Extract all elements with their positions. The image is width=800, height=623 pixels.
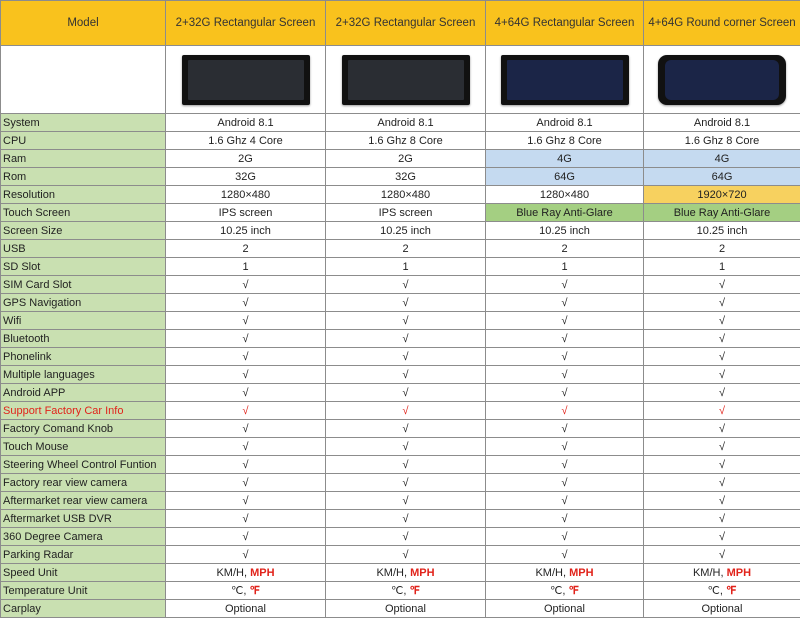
header-col-3: 4+64G Rectangular Screen xyxy=(486,1,644,46)
check-icon: √ xyxy=(486,312,644,330)
check-icon: √ xyxy=(166,330,326,348)
check-icon: √ xyxy=(326,510,486,528)
row-label: Rom xyxy=(1,168,166,186)
spec-row-gps xyxy=(1,294,800,312)
check-icon: √ xyxy=(326,330,486,348)
unit-emphasis: ℉ xyxy=(568,585,579,597)
spec-row-bluetooth xyxy=(1,330,800,348)
spec-row-touch-screen xyxy=(1,204,800,222)
value-cell: 10.25 inch xyxy=(644,222,800,240)
spec-row-usb-dvr xyxy=(1,510,800,528)
spec-row-system xyxy=(1,114,800,132)
spec-row-resolution xyxy=(1,186,800,204)
spec-row-sd-slot xyxy=(1,258,800,276)
check-icon: √ xyxy=(326,438,486,456)
spec-row-comand-knob xyxy=(1,420,800,438)
check-icon: √ xyxy=(326,420,486,438)
value-cell: Android 8.1 xyxy=(644,114,800,132)
unit-primary: ℃, xyxy=(391,585,410,597)
value-cell: 1.6 Ghz 8 Core xyxy=(644,132,800,150)
row-label: Parking Radar xyxy=(1,546,166,564)
check-icon: √ xyxy=(486,420,644,438)
value-cell: 2 xyxy=(326,240,486,258)
product-image-2 xyxy=(326,46,486,114)
spec-row-rom xyxy=(1,168,800,186)
value-cell: 2G xyxy=(326,150,486,168)
check-icon: √ xyxy=(166,492,326,510)
check-icon: √ xyxy=(486,330,644,348)
spec-row-android-app xyxy=(1,384,800,402)
unit-cell xyxy=(166,582,326,600)
row-label: GPS Navigation xyxy=(1,294,166,312)
unit-emphasis: ℉ xyxy=(249,585,260,597)
check-icon: √ xyxy=(644,474,800,492)
value-cell: Blue Ray Anti-Glare xyxy=(486,204,644,222)
unit-cell xyxy=(486,582,644,600)
spec-row-touch-mouse xyxy=(1,438,800,456)
check-icon: √ xyxy=(166,474,326,492)
value-cell: 1280×480 xyxy=(326,186,486,204)
spec-row-steering xyxy=(1,456,800,474)
value-cell: Optional xyxy=(644,600,800,618)
check-icon: √ xyxy=(166,402,326,420)
check-icon: √ xyxy=(486,492,644,510)
value-cell: 2G xyxy=(166,150,326,168)
unit-cell xyxy=(326,582,486,600)
check-icon: √ xyxy=(326,276,486,294)
value-cell: 2 xyxy=(644,240,800,258)
value-cell: 64G xyxy=(486,168,644,186)
check-icon: √ xyxy=(486,528,644,546)
value-cell: 1 xyxy=(486,258,644,276)
check-icon: √ xyxy=(644,420,800,438)
unit-emphasis: ℉ xyxy=(726,585,737,597)
value-cell: 10.25 inch xyxy=(166,222,326,240)
spec-row-factory-car-info xyxy=(1,402,800,420)
check-icon: √ xyxy=(166,348,326,366)
unit-cell xyxy=(644,564,800,582)
value-cell: 1.6 Ghz 4 Core xyxy=(166,132,326,150)
check-icon: √ xyxy=(326,456,486,474)
header-model: Model xyxy=(1,1,166,46)
check-icon: √ xyxy=(166,438,326,456)
row-label: Screen Size xyxy=(1,222,166,240)
product-image-4 xyxy=(644,46,800,114)
value-cell: 1280×480 xyxy=(486,186,644,204)
image-row-label xyxy=(1,46,166,114)
value-cell: 1 xyxy=(326,258,486,276)
unit-emphasis: MPH xyxy=(410,566,435,579)
row-label: Speed Unit xyxy=(1,564,166,582)
unit-cell xyxy=(644,582,800,600)
unit-primary: KM/H, xyxy=(692,566,727,579)
check-icon: √ xyxy=(486,402,644,420)
check-icon: √ xyxy=(486,456,644,474)
check-icon: √ xyxy=(166,366,326,384)
check-icon: √ xyxy=(644,276,800,294)
unit-primary: ℃, xyxy=(707,585,726,597)
unit-emphasis: MPH xyxy=(569,566,594,579)
check-icon: √ xyxy=(166,276,326,294)
value-cell: 10.25 inch xyxy=(326,222,486,240)
row-label: Wifi xyxy=(1,312,166,330)
row-label: CPU xyxy=(1,132,166,150)
navy-rectangular-screen-image xyxy=(501,55,629,105)
row-label: USB xyxy=(1,240,166,258)
value-cell: 64G xyxy=(644,168,800,186)
row-label: Steering Wheel Control Funtion xyxy=(1,456,166,474)
check-icon: √ xyxy=(326,528,486,546)
row-label: Android APP xyxy=(1,384,166,402)
value-cell: 1920×720 xyxy=(644,186,800,204)
image-row xyxy=(1,46,800,114)
check-icon: √ xyxy=(644,366,800,384)
check-icon: √ xyxy=(644,348,800,366)
row-label: Carplay xyxy=(1,600,166,618)
check-icon: √ xyxy=(644,402,800,420)
check-icon: √ xyxy=(326,402,486,420)
check-icon: √ xyxy=(326,384,486,402)
spec-row-camera-360 xyxy=(1,528,800,546)
row-label: Bluetooth xyxy=(1,330,166,348)
unit-cell xyxy=(486,564,644,582)
check-icon: √ xyxy=(326,348,486,366)
row-label: Resolution xyxy=(1,186,166,204)
check-icon: √ xyxy=(644,492,800,510)
unit-primary: ℃, xyxy=(231,585,250,597)
header-col-4: 4+64G Round corner Screen xyxy=(644,1,800,46)
check-icon: √ xyxy=(486,510,644,528)
row-label: Temperature Unit xyxy=(1,582,166,600)
header-col-2: 2+32G Rectangular Screen xyxy=(326,1,486,46)
spec-row-parking-radar xyxy=(1,546,800,564)
value-cell: 4G xyxy=(644,150,800,168)
check-icon: √ xyxy=(166,510,326,528)
value-cell: Optional xyxy=(486,600,644,618)
check-icon: √ xyxy=(644,438,800,456)
spec-row-carplay xyxy=(1,600,800,618)
row-label: Aftermarket rear view camera xyxy=(1,492,166,510)
row-label: Touch Mouse xyxy=(1,438,166,456)
check-icon: √ xyxy=(644,456,800,474)
value-cell: 1.6 Ghz 8 Core xyxy=(486,132,644,150)
value-cell: 32G xyxy=(166,168,326,186)
spec-row-usb xyxy=(1,240,800,258)
check-icon: √ xyxy=(326,474,486,492)
value-cell: Optional xyxy=(326,600,486,618)
product-image-1 xyxy=(166,46,326,114)
black-rectangular-screen-image xyxy=(342,55,470,105)
value-cell: 1 xyxy=(644,258,800,276)
check-icon: √ xyxy=(166,312,326,330)
product-image-3 xyxy=(486,46,644,114)
check-icon: √ xyxy=(166,456,326,474)
check-icon: √ xyxy=(326,312,486,330)
navy-round-corner-screen-image xyxy=(658,55,786,105)
check-icon: √ xyxy=(486,366,644,384)
row-label: SIM Card Slot xyxy=(1,276,166,294)
check-icon: √ xyxy=(166,528,326,546)
check-icon: √ xyxy=(326,492,486,510)
row-label: Support Factory Car Info xyxy=(1,402,166,420)
value-cell: 4G xyxy=(486,150,644,168)
spec-row-factory-camera xyxy=(1,474,800,492)
value-cell: Android 8.1 xyxy=(166,114,326,132)
check-icon: √ xyxy=(166,420,326,438)
spec-row-screen-size xyxy=(1,222,800,240)
value-cell: Optional xyxy=(166,600,326,618)
check-icon: √ xyxy=(326,366,486,384)
check-icon: √ xyxy=(644,330,800,348)
spec-row-sim xyxy=(1,276,800,294)
unit-primary: KM/H, xyxy=(376,566,411,579)
row-label: Touch Screen xyxy=(1,204,166,222)
row-label: Multiple languages xyxy=(1,366,166,384)
unit-cell xyxy=(326,564,486,582)
value-cell: IPS screen xyxy=(326,204,486,222)
check-icon: √ xyxy=(166,546,326,564)
unit-cell xyxy=(166,564,326,582)
unit-primary: KM/H, xyxy=(535,566,570,579)
row-label: SD Slot xyxy=(1,258,166,276)
check-icon: √ xyxy=(486,474,644,492)
row-label: Ram xyxy=(1,150,166,168)
check-icon: √ xyxy=(486,276,644,294)
value-cell: 1 xyxy=(166,258,326,276)
spec-row-speed-unit xyxy=(1,564,800,582)
header-row xyxy=(1,1,800,46)
check-icon: √ xyxy=(644,546,800,564)
check-icon: √ xyxy=(644,528,800,546)
check-icon: √ xyxy=(486,294,644,312)
value-cell: 32G xyxy=(326,168,486,186)
value-cell: 10.25 inch xyxy=(486,222,644,240)
row-label: System xyxy=(1,114,166,132)
spec-row-wifi xyxy=(1,312,800,330)
check-icon: √ xyxy=(166,294,326,312)
check-icon: √ xyxy=(644,294,800,312)
value-cell: 1280×480 xyxy=(166,186,326,204)
unit-primary: KM/H, xyxy=(216,566,251,579)
spec-row-temp-unit xyxy=(1,582,800,600)
check-icon: √ xyxy=(326,546,486,564)
value-cell: 1.6 Ghz 8 Core xyxy=(326,132,486,150)
check-icon: √ xyxy=(644,312,800,330)
check-icon: √ xyxy=(166,384,326,402)
check-icon: √ xyxy=(486,348,644,366)
value-cell: 2 xyxy=(486,240,644,258)
black-rectangular-screen-image xyxy=(182,55,310,105)
check-icon: √ xyxy=(644,384,800,402)
unit-emphasis: MPH xyxy=(726,566,752,579)
unit-emphasis: ℉ xyxy=(409,585,420,597)
unit-primary: ℃, xyxy=(550,585,569,597)
check-icon: √ xyxy=(326,294,486,312)
row-label: Factory rear view camera xyxy=(1,474,166,492)
spec-row-languages xyxy=(1,366,800,384)
value-cell: Android 8.1 xyxy=(486,114,644,132)
row-label: 360 Degree Camera xyxy=(1,528,166,546)
row-label: Aftermarket USB DVR xyxy=(1,510,166,528)
check-icon: √ xyxy=(644,510,800,528)
unit-emphasis: MPH xyxy=(250,566,275,579)
value-cell: 2 xyxy=(166,240,326,258)
check-icon: √ xyxy=(486,546,644,564)
value-cell: IPS screen xyxy=(166,204,326,222)
value-cell: Blue Ray Anti-Glare xyxy=(644,204,800,222)
spec-row-ram xyxy=(1,150,800,168)
check-icon: √ xyxy=(486,384,644,402)
spec-row-phonelink xyxy=(1,348,800,366)
row-label: Factory Comand Knob xyxy=(1,420,166,438)
spec-row-cpu xyxy=(1,132,800,150)
check-icon: √ xyxy=(486,438,644,456)
spec-row-aftermarket-camera xyxy=(1,492,800,510)
value-cell: Android 8.1 xyxy=(326,114,486,132)
row-label: Phonelink xyxy=(1,348,166,366)
header-col-1: 2+32G Rectangular Screen xyxy=(166,1,326,46)
